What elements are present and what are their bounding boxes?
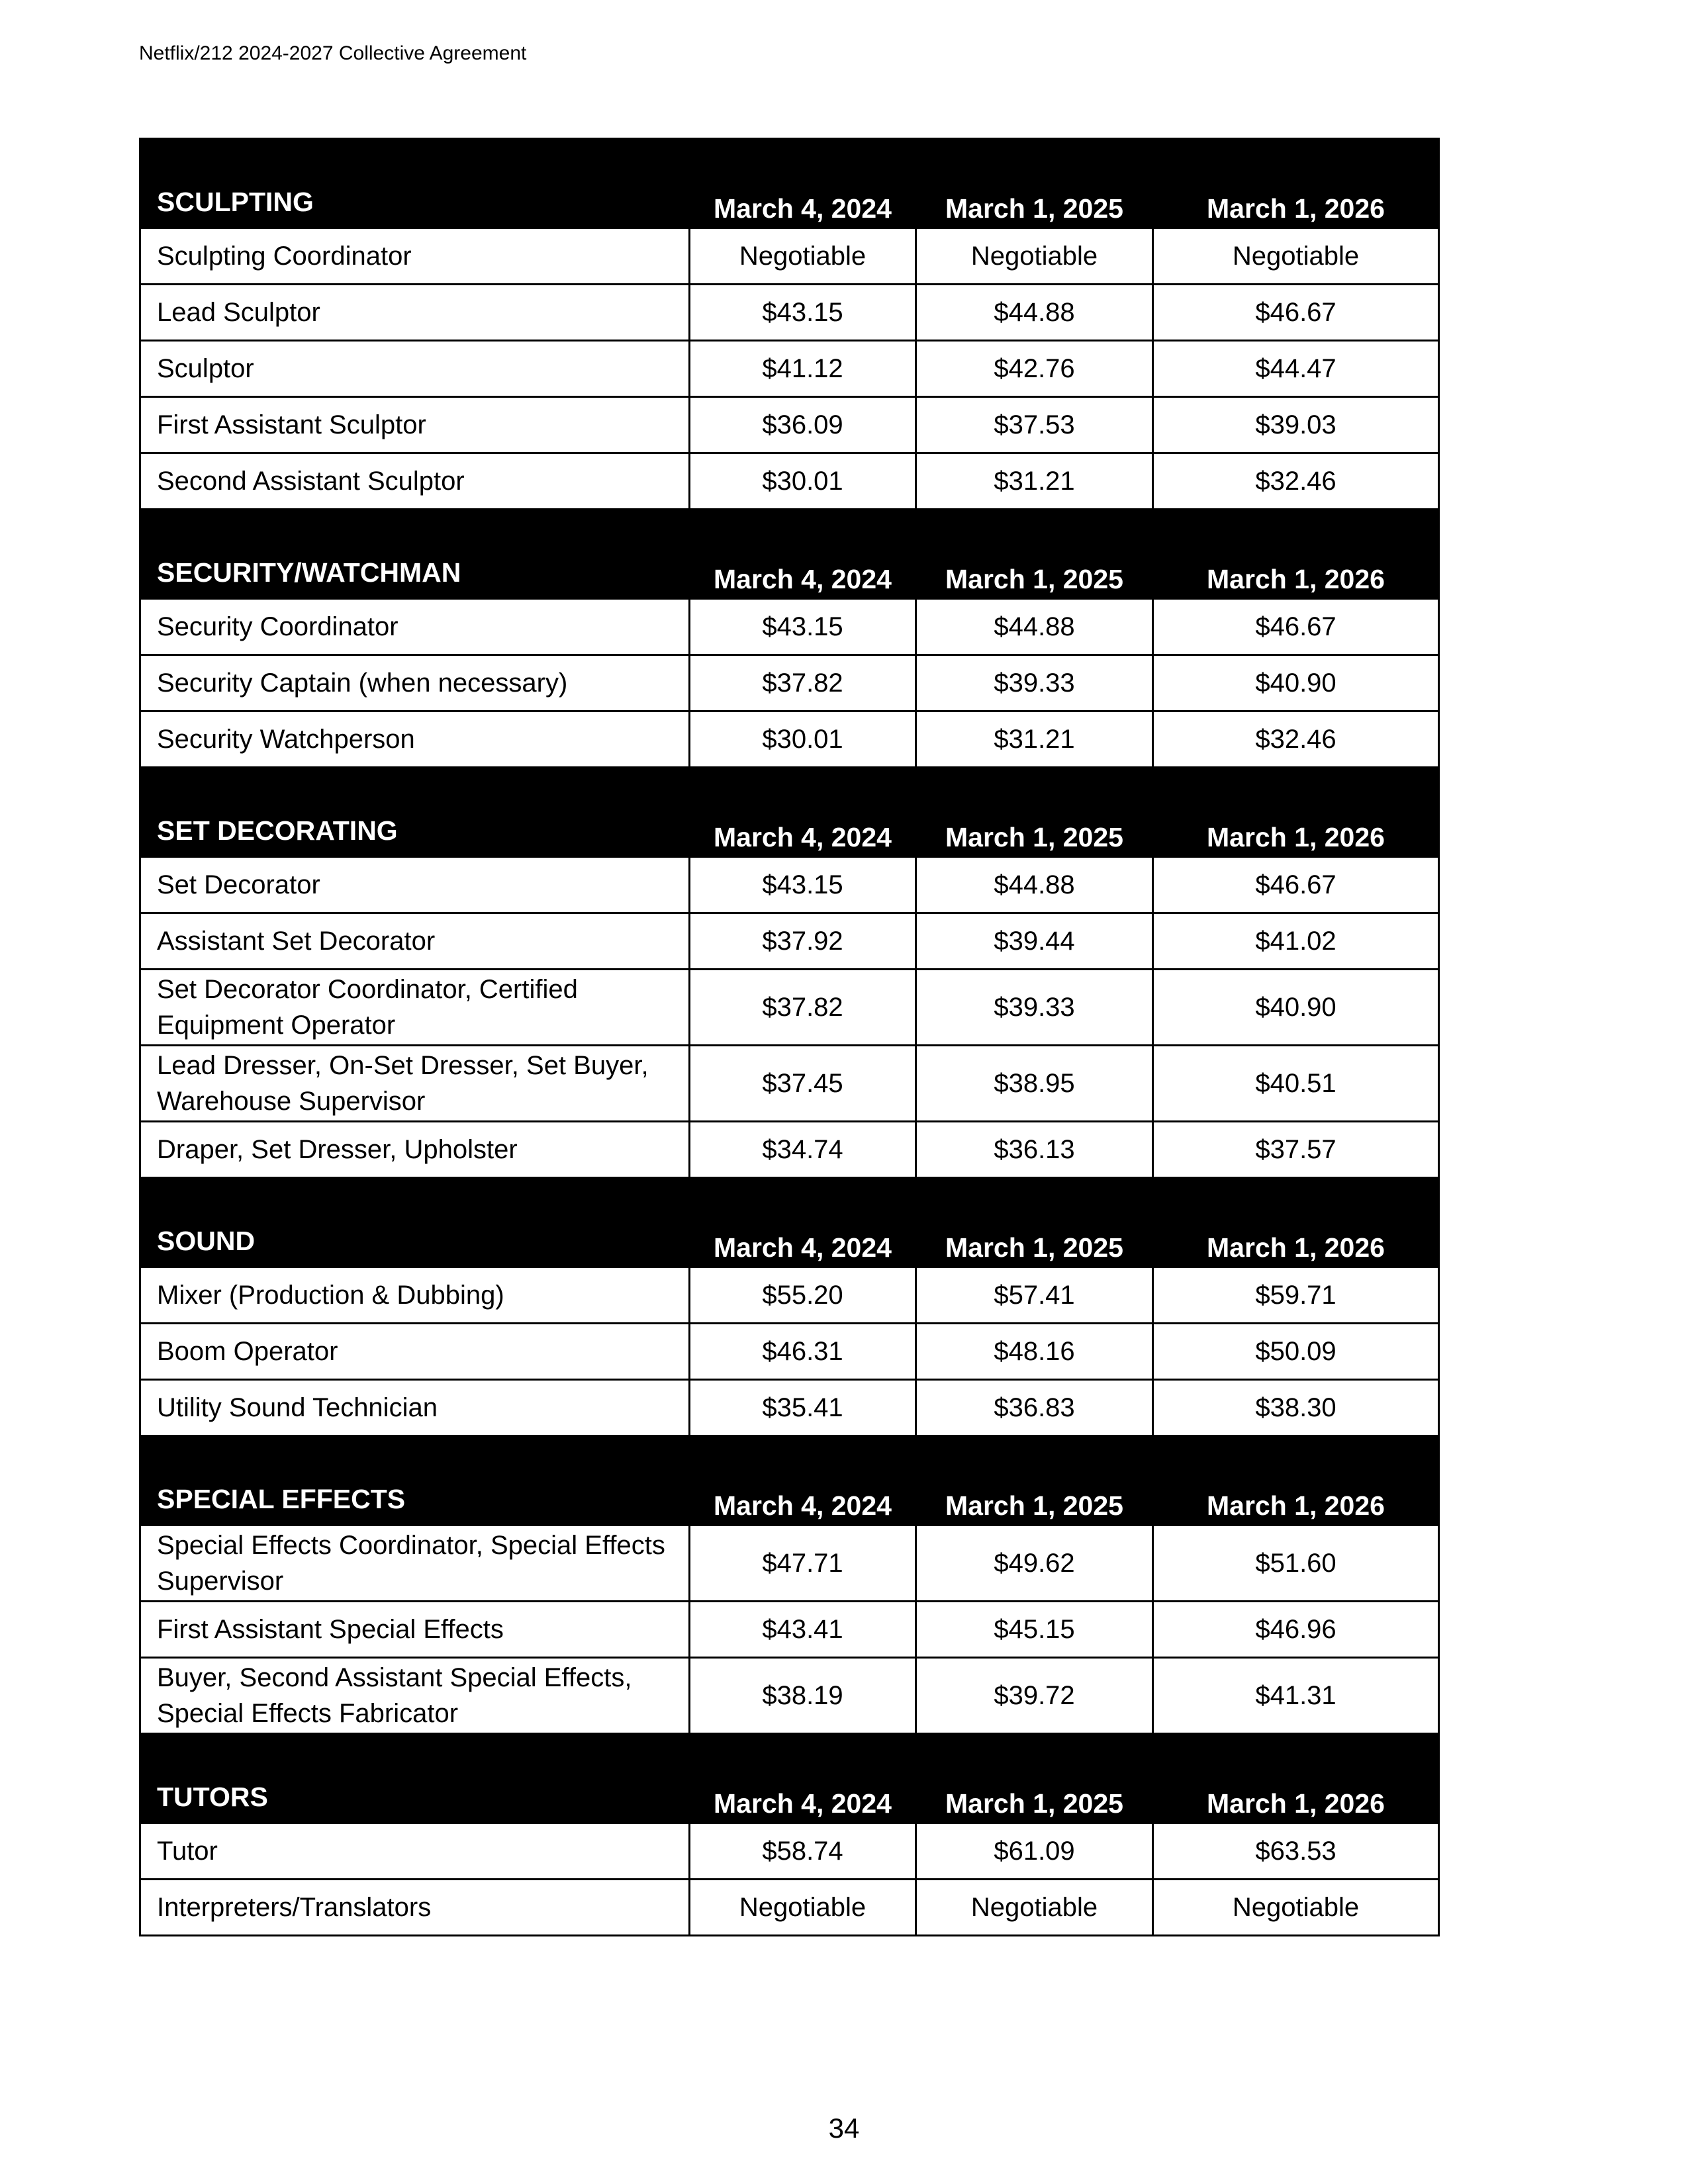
job-title-cell: First Assistant Sculptor [140, 397, 690, 453]
job-title-cell: Utility Sound Technician [140, 1380, 690, 1436]
column-date-header: March 1, 2025 [916, 1178, 1153, 1267]
rate-cell: $40.90 [1153, 970, 1439, 1046]
rate-cell: $41.31 [1153, 1658, 1439, 1734]
rate-cell: $37.57 [1153, 1122, 1439, 1178]
section-header-tutors [140, 1734, 1439, 1823]
table-row [140, 1380, 1439, 1436]
table-row [140, 1122, 1439, 1178]
table-row [140, 913, 1439, 970]
job-title-cell: Mixer (Production & Dubbing) [140, 1267, 690, 1324]
rate-cell: $48.16 [916, 1324, 1153, 1380]
job-title-cell: Set Decorator [140, 857, 690, 913]
document-header: Netflix/212 2024-2027 Collective Agreement [139, 42, 527, 64]
job-title-cell: Draper, Set Dresser, Upholster [140, 1122, 690, 1178]
rate-cell: $40.90 [1153, 655, 1439, 711]
column-date-header: March 1, 2025 [916, 1436, 1153, 1525]
table-row [140, 599, 1439, 655]
rate-cell: $35.41 [690, 1380, 916, 1436]
section-header-set-decorating [140, 768, 1439, 857]
rate-cell: $43.15 [690, 857, 916, 913]
job-title-cell: Boom Operator [140, 1324, 690, 1380]
rate-cell: $45.15 [916, 1602, 1153, 1658]
rate-cell: $39.33 [916, 655, 1153, 711]
column-date-header: March 1, 2026 [1153, 1734, 1439, 1823]
section-title: SECURITY/WATCHMAN [140, 510, 690, 599]
section-title: SET DECORATING [140, 768, 690, 857]
column-date-header: March 4, 2024 [690, 1178, 916, 1267]
column-date-header: March 4, 2024 [690, 768, 916, 857]
rate-cell: $46.67 [1153, 599, 1439, 655]
job-title-cell: Security Watchperson [140, 711, 690, 768]
rate-cell: $39.44 [916, 913, 1153, 970]
table-row [140, 1324, 1439, 1380]
rate-cell: $38.95 [916, 1046, 1153, 1122]
job-title-cell: Sculptor [140, 341, 690, 397]
table-row [140, 228, 1439, 285]
job-title-cell: Tutor [140, 1823, 690, 1880]
table-row [140, 655, 1439, 711]
rate-cell: $43.15 [690, 599, 916, 655]
wage-rate-table-body [140, 139, 1439, 1936]
rate-cell: $44.47 [1153, 341, 1439, 397]
rate-cell: $38.30 [1153, 1380, 1439, 1436]
job-title-cell: Set Decorator Coordinator, Certified Equipment Operator [140, 970, 690, 1046]
rate-cell: $50.09 [1153, 1324, 1439, 1380]
column-date-header: March 4, 2024 [690, 510, 916, 599]
table-row [140, 285, 1439, 341]
rate-cell: $44.88 [916, 857, 1153, 913]
table-row [140, 970, 1439, 1046]
rate-cell: $39.03 [1153, 397, 1439, 453]
rate-cell: $46.31 [690, 1324, 916, 1380]
column-date-header: March 1, 2026 [1153, 139, 1439, 228]
job-title-cell: Second Assistant Sculptor [140, 453, 690, 510]
column-date-header: March 1, 2026 [1153, 768, 1439, 857]
rate-cell: $37.82 [690, 655, 916, 711]
rate-cell: $38.19 [690, 1658, 916, 1734]
rate-cell: $31.21 [916, 711, 1153, 768]
column-date-header: March 1, 2026 [1153, 510, 1439, 599]
table-row [140, 711, 1439, 768]
column-date-header: March 4, 2024 [690, 1734, 916, 1823]
rate-cell: $46.96 [1153, 1602, 1439, 1658]
section-header-special-effects [140, 1436, 1439, 1525]
rate-cell: $41.12 [690, 341, 916, 397]
rate-cell: $51.60 [1153, 1525, 1439, 1602]
rate-cell: $47.71 [690, 1525, 916, 1602]
job-title-cell: Assistant Set Decorator [140, 913, 690, 970]
rate-cell: $32.46 [1153, 453, 1439, 510]
rate-cell: $36.09 [690, 397, 916, 453]
rate-cell: $40.51 [1153, 1046, 1439, 1122]
table-row [140, 341, 1439, 397]
table-row [140, 1823, 1439, 1880]
rate-cell: $36.83 [916, 1380, 1153, 1436]
rate-cell: $37.82 [690, 970, 916, 1046]
job-title-cell: Special Effects Coordinator, Special Effects Supervisor [140, 1525, 690, 1602]
job-title-cell: Interpreters/Translators [140, 1880, 690, 1936]
section-header-security-watchman [140, 510, 1439, 599]
rate-cell: $39.33 [916, 970, 1153, 1046]
column-date-header: March 4, 2024 [690, 1436, 916, 1525]
rate-cell: $46.67 [1153, 285, 1439, 341]
table-row [140, 1880, 1439, 1936]
column-date-header: March 1, 2025 [916, 139, 1153, 228]
column-date-header: March 1, 2026 [1153, 1436, 1439, 1525]
rate-cell: $55.20 [690, 1267, 916, 1324]
rate-cell: $32.46 [1153, 711, 1439, 768]
rate-cell: $44.88 [916, 599, 1153, 655]
table-row [140, 1525, 1439, 1602]
job-title-cell: Security Captain (when necessary) [140, 655, 690, 711]
rate-cell: $46.67 [1153, 857, 1439, 913]
rate-cell: $37.92 [690, 913, 916, 970]
rate-cell: $30.01 [690, 453, 916, 510]
table-row [140, 453, 1439, 510]
rate-cell: $43.41 [690, 1602, 916, 1658]
rate-cell: $58.74 [690, 1823, 916, 1880]
job-title-cell: Lead Sculptor [140, 285, 690, 341]
rate-cell: $30.01 [690, 711, 916, 768]
rate-cell: Negotiable [916, 228, 1153, 285]
rate-cell: $37.45 [690, 1046, 916, 1122]
column-date-header: March 1, 2026 [1153, 1178, 1439, 1267]
section-header-sculpting [140, 139, 1439, 228]
rate-cell: $59.71 [1153, 1267, 1439, 1324]
job-title-cell: Buyer, Second Assistant Special Effects, Special Effects Fabricator [140, 1658, 690, 1734]
section-title: SPECIAL EFFECTS [140, 1436, 690, 1525]
rate-cell: $34.74 [690, 1122, 916, 1178]
rate-cell: $31.21 [916, 453, 1153, 510]
rate-cell: $49.62 [916, 1525, 1153, 1602]
rate-cell: $37.53 [916, 397, 1153, 453]
section-header-sound [140, 1178, 1439, 1267]
rate-cell: Negotiable [690, 228, 916, 285]
rate-cell: $61.09 [916, 1823, 1153, 1880]
rate-cell: $63.53 [1153, 1823, 1439, 1880]
job-title-cell: Lead Dresser, On-Set Dresser, Set Buyer, Warehouse Supervisor [140, 1046, 690, 1122]
rate-cell: Negotiable [916, 1880, 1153, 1936]
section-title: TUTORS [140, 1734, 690, 1823]
table-row [140, 1046, 1439, 1122]
table-row [140, 1602, 1439, 1658]
section-title: SOUND [140, 1178, 690, 1267]
rate-cell: Negotiable [1153, 1880, 1439, 1936]
rate-cell: $57.41 [916, 1267, 1153, 1324]
rate-cell: $39.72 [916, 1658, 1153, 1734]
column-date-header: March 1, 2025 [916, 768, 1153, 857]
page-number: 34 [828, 2113, 860, 2144]
column-date-header: March 1, 2025 [916, 1734, 1153, 1823]
rate-cell: $36.13 [916, 1122, 1153, 1178]
job-title-cell: Security Coordinator [140, 599, 690, 655]
table-row [140, 857, 1439, 913]
column-date-header: March 4, 2024 [690, 139, 916, 228]
column-date-header: March 1, 2025 [916, 510, 1153, 599]
rate-cell: $42.76 [916, 341, 1153, 397]
rate-cell: $41.02 [1153, 913, 1439, 970]
section-title: SCULPTING [140, 139, 690, 228]
wage-rate-table [139, 138, 1440, 1936]
rate-cell: Negotiable [690, 1880, 916, 1936]
table-row [140, 1658, 1439, 1734]
job-title-cell: First Assistant Special Effects [140, 1602, 690, 1658]
rate-cell: $44.88 [916, 285, 1153, 341]
table-row [140, 1267, 1439, 1324]
table-row [140, 397, 1439, 453]
job-title-cell: Sculpting Coordinator [140, 228, 690, 285]
rate-cell: $43.15 [690, 285, 916, 341]
rate-cell: Negotiable [1153, 228, 1439, 285]
